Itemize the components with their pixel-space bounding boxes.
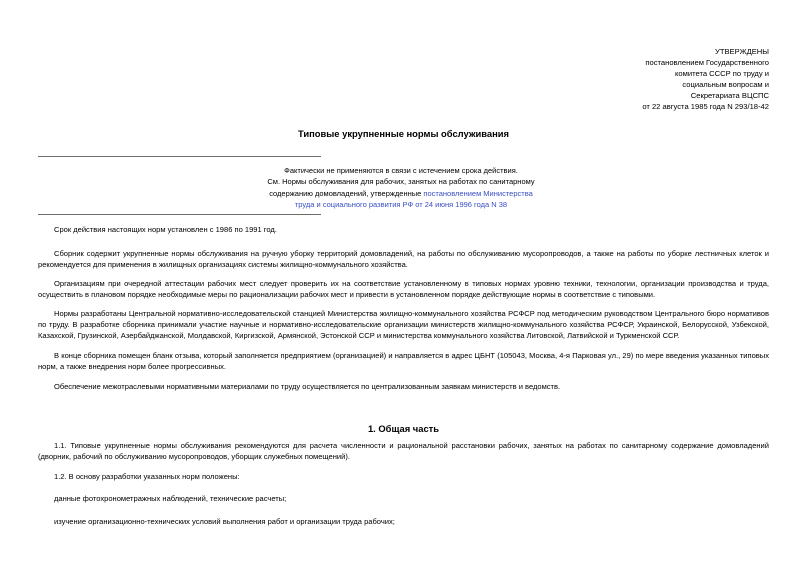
- section-heading: 1. Общая часть: [367, 423, 440, 434]
- divider-bottom: [38, 214, 321, 215]
- paragraph: Нормы разработаны Центральной нормативно-исследовательской станцией Министерства жилищно-коммунального хозяйства РСФСР под методическим руководством Центрального бюро нормативов по труду. В разработке сборника принимали участие научные и нормативно-исследовательские организации министерств жилищно-коммунального хозяйства РСФСР, Украинской, Белорусской, Узбекской, Казахской, Грузинской, Азербайджанской, Молдавской, Киргизской, Армянской, Эстонской ССР и министерства коммунального хозяйства Литовской, Латвийской и Туркменской ССР.: [38, 309, 769, 341]
- approval-line: социальным вопросам и: [682, 80, 769, 90]
- approval-line: комитета СССР по труду и: [675, 69, 769, 79]
- notice-link-ministry[interactable]: постановлением Министерства: [423, 188, 533, 198]
- notice-line: [200, 188, 602, 199]
- paragraph: Сборник содержит укрупненные нормы обслуживания на ручную уборку территорий домовладений, на работы по обслуживанию мусоропроводов, а также на работы по уборке лестничных клеток и рекомендуется для применения в жилищных организациях системы жилищно-коммунального хозяйства.: [38, 249, 769, 270]
- approval-block: [642, 46, 769, 113]
- notice-line: См. Нормы обслуживания для рабочих, занятых на работах по санитарному: [267, 177, 535, 187]
- list-item: данные фотохронометражных наблюдений, технические расчеты;: [54, 494, 287, 503]
- approval-line: УТВЕРЖДЕНЫ: [715, 47, 769, 56]
- approval-line: постановлением Государственного: [645, 58, 769, 68]
- approval-line: Секретариата ВЦСПС: [690, 91, 769, 101]
- paragraph: 1.1. Типовые укрупненные нормы обслуживания рекомендуются для расчета численности и рациональной расстановки рабочих, занятых на работах по санитарному содержание домовладений (дворник, рабочий по обслуживанию мусоропроводов, уборщик служебных помещений).: [38, 441, 769, 462]
- paragraph: Обеспечение межотраслевыми нормативными материалами по труду осуществляется по централизованным заявкам министерств и ведомств.: [54, 382, 561, 391]
- paragraph: 1.2. В основу разработки указанных норм положены:: [54, 472, 240, 481]
- status-notice: [200, 165, 602, 210]
- divider-top: [38, 156, 321, 157]
- document-title: Типовые укрупненные нормы обслуживания: [298, 128, 509, 139]
- notice-line: Фактически не применяются в связи с истечением срока действия.: [284, 166, 518, 175]
- approval-line: от 22 августа 1985 года N 293/18-42: [642, 102, 769, 112]
- notice-link-resolution[interactable]: труда и социального развития РФ от 24 июня 1996 года N 38: [294, 199, 508, 209]
- notice-line: [200, 199, 602, 210]
- paragraph: В конце сборника помещен бланк отзыва, который заполняется предприятием (организацией) и направляется в адрес ЦБНТ (105043, Москва, 4-я Парковая ул., 29) по мере введения указанных типовых норм, а также внедрения норм более прогрессивных.: [38, 351, 769, 372]
- list-item: изучение организационно-технических условий выполнения работ и организации труда рабочих;: [54, 517, 395, 526]
- notice-text: содержанию домовладений, утвержденные: [269, 188, 424, 198]
- paragraph: Срок действия настоящих норм установлен с 1986 по 1991 год.: [54, 225, 277, 234]
- paragraph: Организациям при очередной аттестации рабочих мест следует проверить их на соответствие установленному в типовых нормах уровню техники, технологии, организации производства и труда, осуществить в плановом порядке необходимые меры по рационализации рабочих мест и привести в установленном порядке действующие нормы в соответствие с типовыми.: [38, 279, 769, 300]
